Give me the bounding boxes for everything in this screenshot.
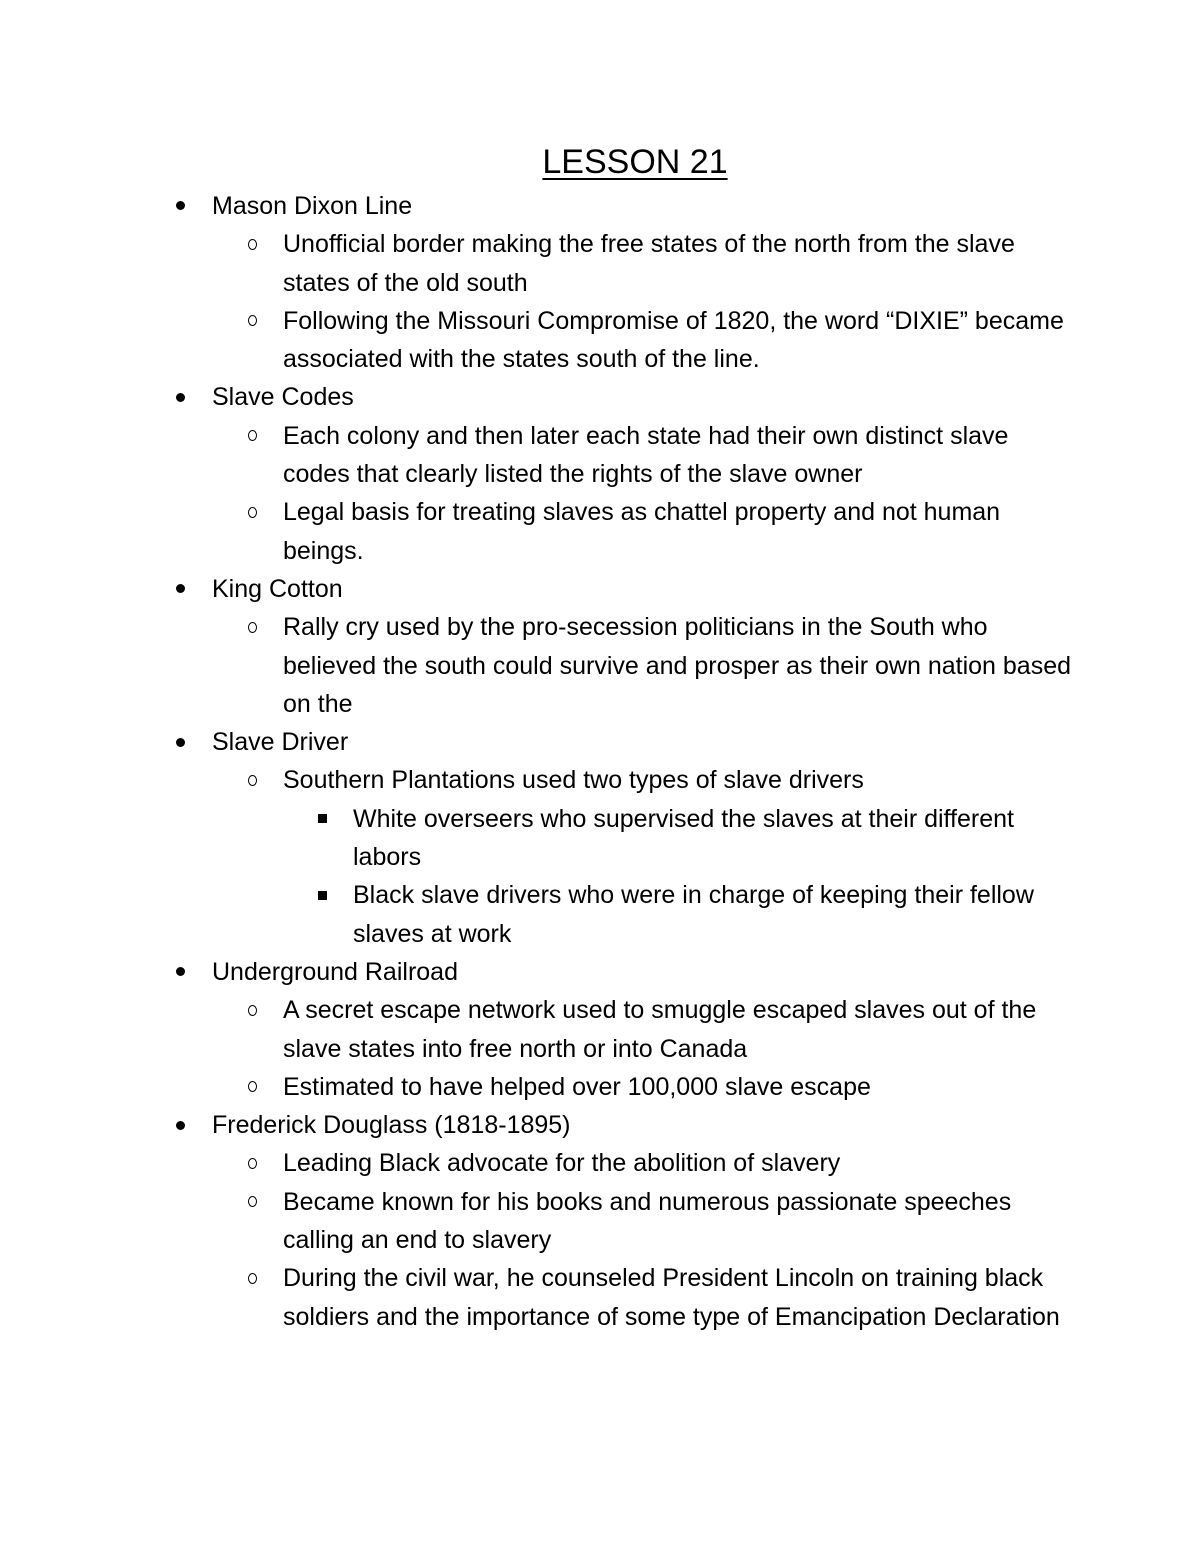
section-heading: Slave Driver: [0, 723, 1072, 761]
section-heading: Underground Railroad: [0, 953, 1072, 991]
square-bullet-icon: [318, 876, 327, 914]
sub-list-item: Black slave drivers who were in charge of keeping their fellow slaves at work: [0, 876, 1053, 953]
hollow-bullet-icon: [248, 991, 257, 1029]
filled-bullet-icon: [176, 378, 185, 416]
list-item: During the civil war, he counseled President Lincoln on training black soldiers and the importance of some type of Emancipation Declaration: [0, 1259, 1073, 1336]
list-item: Estimated to have helped over 100,000 slave escape: [0, 1068, 1073, 1106]
square-bullet-icon: [318, 800, 327, 838]
list-item: Became known for his books and numerous passionate speeches calling an end to slavery: [0, 1183, 1073, 1260]
section-heading: King Cotton: [0, 570, 1072, 608]
list-item: Following the Missouri Compromise of 1820, the word “DIXIE” became associated with the states south of the line.: [0, 302, 1073, 379]
list-item: Unofficial border making the free states of the north from the slave states of the old south: [0, 225, 1073, 302]
list-item: A secret escape network used to smuggle escaped slaves out of the slave states into free north or into Canada: [0, 991, 1073, 1068]
filled-bullet-icon: [176, 187, 185, 225]
list-item: Leading Black advocate for the abolition of slavery: [0, 1144, 1073, 1182]
list-item: Rally cry used by the pro-secession politicians in the South who believed the south could survive and prosper as their own nation based on the: [0, 608, 1073, 723]
hollow-bullet-icon: [248, 493, 257, 531]
list-item: Legal basis for treating slaves as chattel property and not human beings.: [0, 493, 1073, 570]
notes-list: [0, 187, 1200, 1336]
sub-list-item: White overseers who supervised the slaves at their different labors: [0, 800, 1053, 877]
hollow-bullet-icon: [248, 1068, 257, 1106]
hollow-bullet-icon: [248, 1183, 257, 1221]
filled-bullet-icon: [176, 570, 185, 608]
filled-bullet-icon: [176, 953, 185, 991]
filled-bullet-icon: [176, 723, 185, 761]
hollow-bullet-icon: [248, 761, 257, 799]
section-heading: Slave Codes: [0, 378, 1072, 416]
hollow-bullet-icon: [248, 302, 257, 340]
page-title: LESSON 21: [542, 143, 728, 181]
hollow-bullet-icon: [248, 1144, 257, 1182]
list-item: Each colony and then later each state had their own distinct slave codes that clearly listed the rights of the slave owner: [0, 417, 1073, 494]
list-item: Southern Plantations used two types of slave drivers: [0, 761, 1073, 799]
section-heading: Frederick Douglass (1818-1895): [0, 1106, 1072, 1144]
section-heading: Mason Dixon Line: [0, 187, 1072, 225]
hollow-bullet-icon: [248, 225, 257, 263]
hollow-bullet-icon: [248, 608, 257, 646]
filled-bullet-icon: [176, 1106, 185, 1144]
hollow-bullet-icon: [248, 1259, 257, 1297]
hollow-bullet-icon: [248, 417, 257, 455]
